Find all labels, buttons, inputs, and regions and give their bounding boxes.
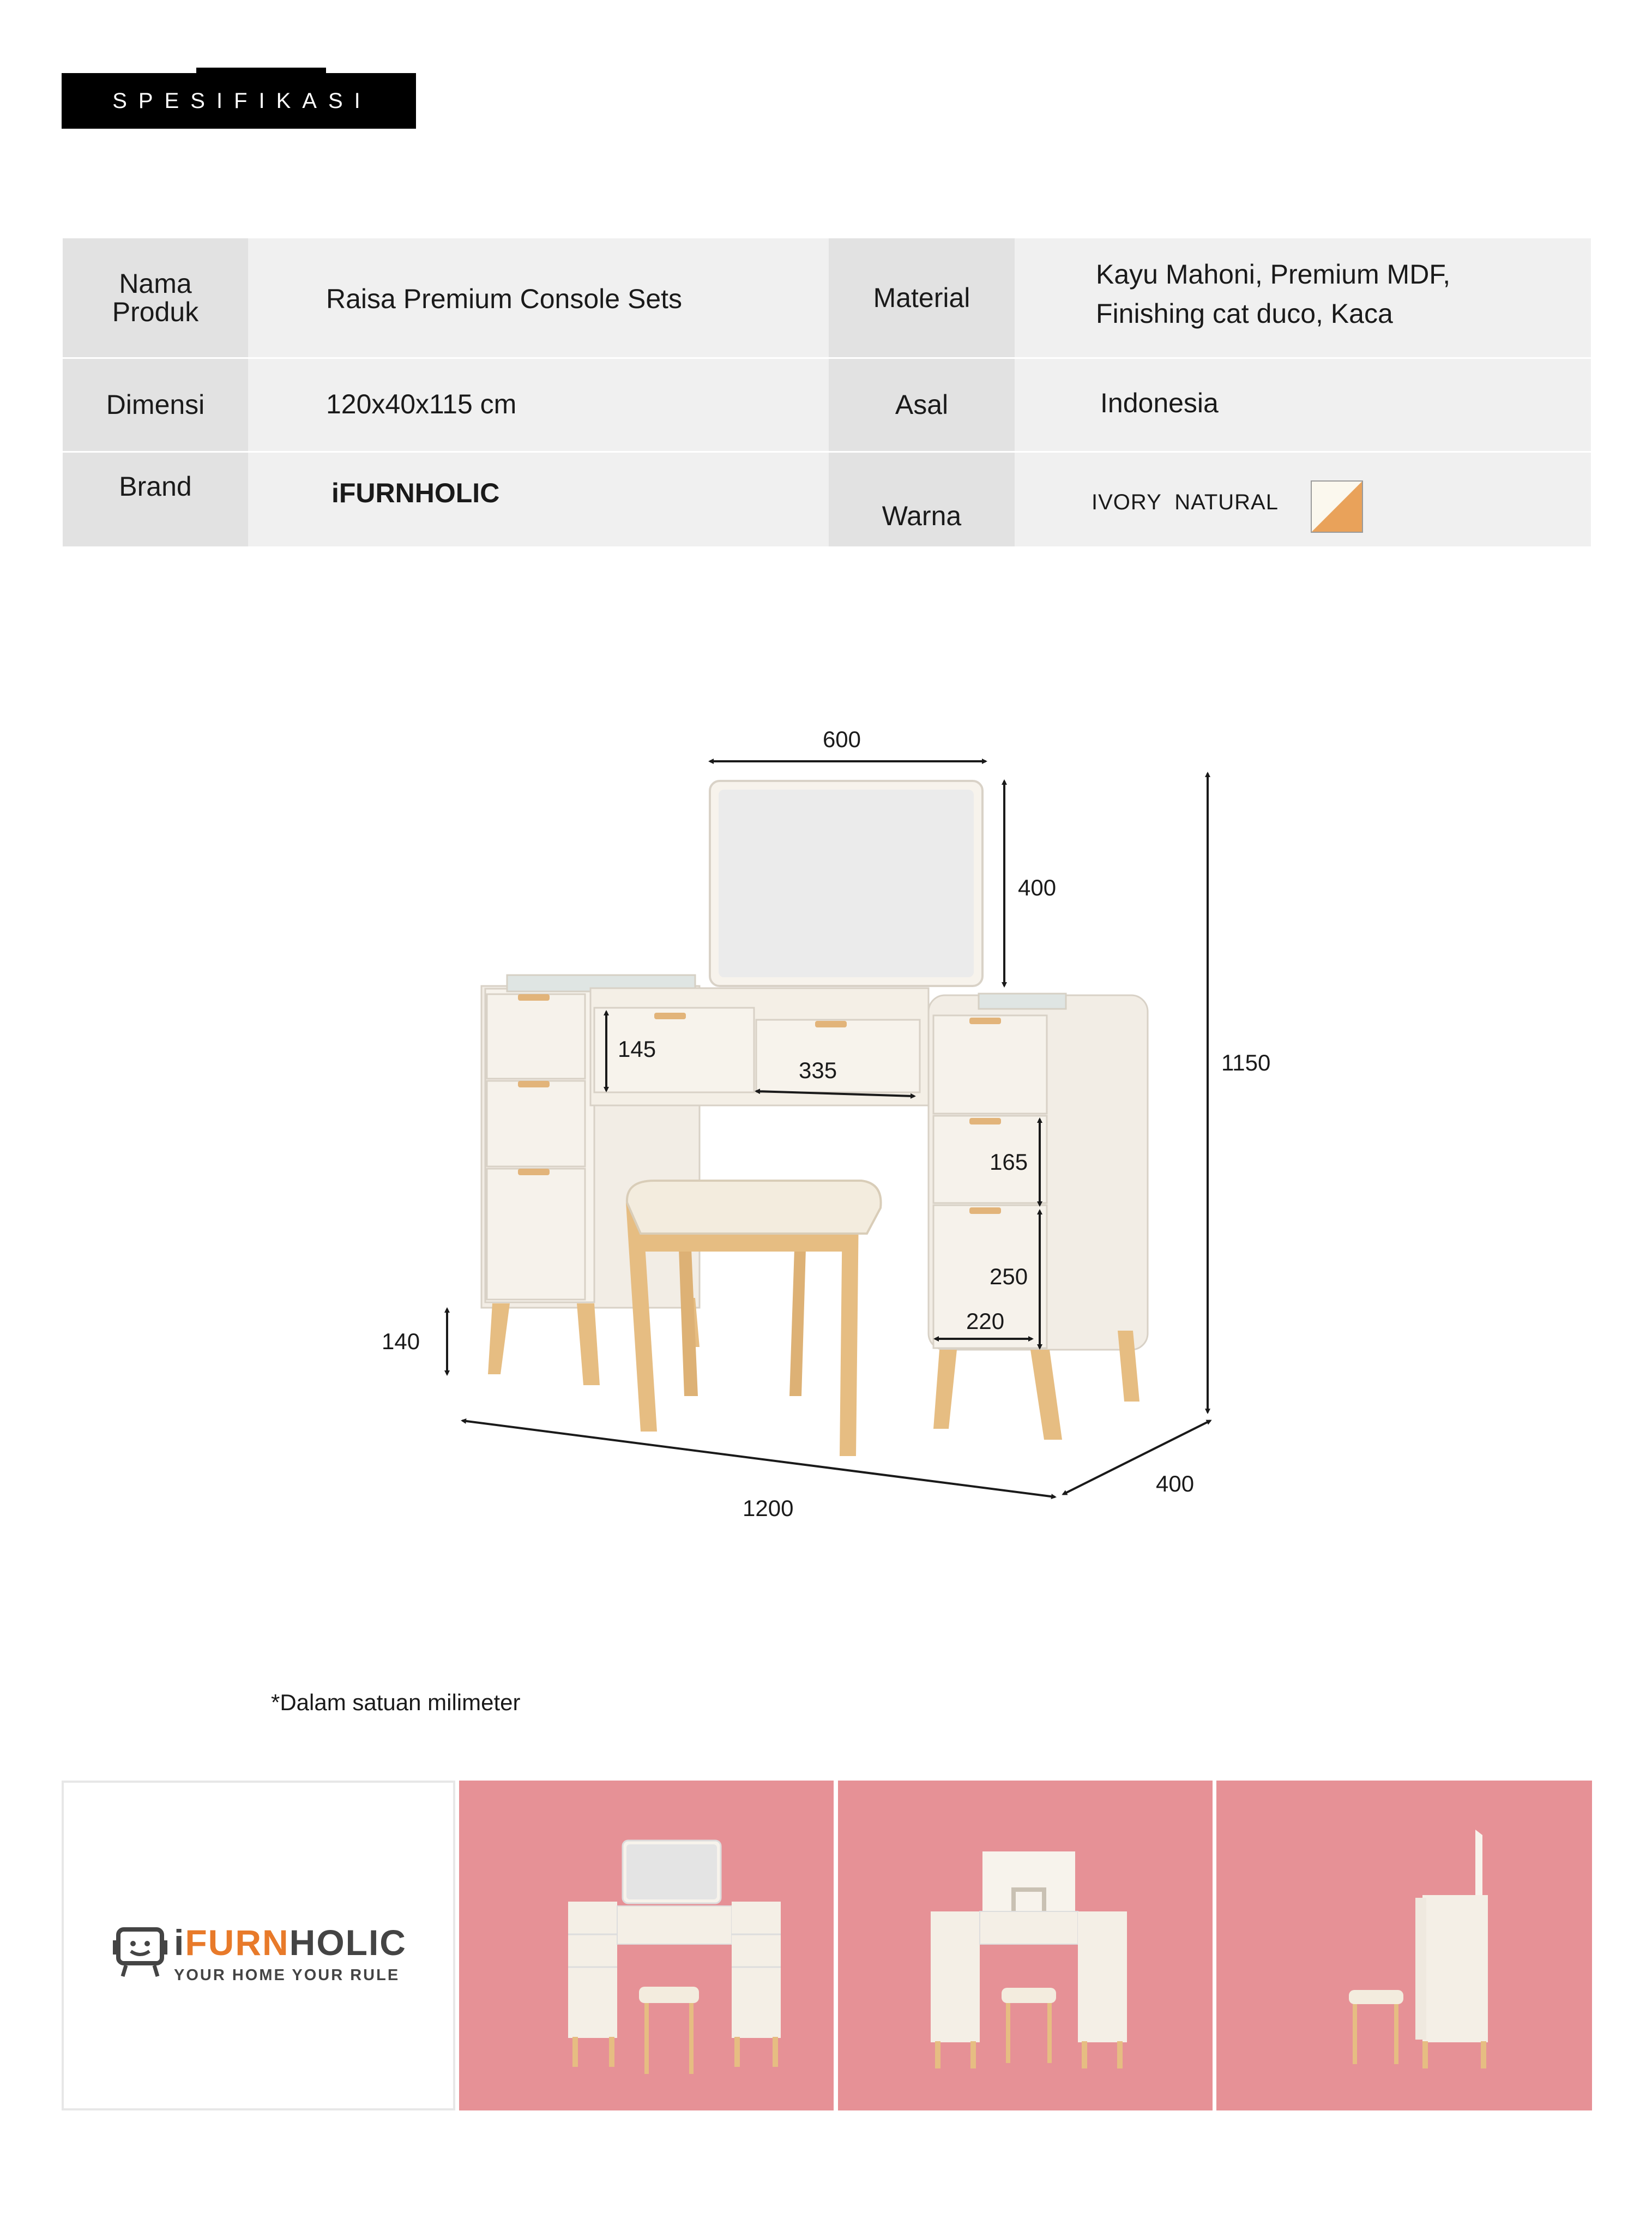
mirror xyxy=(710,781,982,986)
logo-wordmark xyxy=(174,1922,407,1963)
dim-drawer-220: 220 xyxy=(966,1308,1005,1334)
dim-drawer-width-center: 335 xyxy=(799,1057,837,1083)
front-view-image xyxy=(459,1781,834,2110)
unit-note: *Dalam satuan milimeter xyxy=(271,1689,521,1715)
open-view-image xyxy=(838,1781,1213,2110)
dimension-drawing xyxy=(0,682,1652,1554)
dim-total-width: 1200 xyxy=(743,1495,794,1521)
value-material-line-1: Kayu Mahoni, Premium MDF, xyxy=(1096,259,1451,290)
logo-suffix: HOLIC xyxy=(289,1922,407,1963)
dim-drawer-250: 250 xyxy=(990,1264,1028,1289)
side-view-image xyxy=(1216,1781,1592,2110)
product-view-side xyxy=(1216,1781,1592,2110)
drawer xyxy=(487,1081,585,1166)
value-material-line-2: Finishing cat duco, Kaca xyxy=(1096,298,1393,329)
label-material: Material xyxy=(829,238,1015,357)
right-cabinet xyxy=(929,994,1148,1440)
dim-total-height: 1150 xyxy=(1221,1050,1271,1075)
value-warna: IVORY NATURAL xyxy=(1092,490,1279,514)
dim-depth: 400 xyxy=(1156,1471,1195,1496)
value-nama-produk: Raisa Premium Console Sets xyxy=(326,284,683,314)
drawer xyxy=(487,994,585,1079)
section-header xyxy=(62,73,416,129)
dim-drawer-165: 165 xyxy=(990,1149,1028,1175)
product-view-open xyxy=(838,1781,1213,2110)
brand-logo xyxy=(113,1922,418,1987)
dim-leg-height: 140 xyxy=(382,1328,420,1354)
value-asal: Indonesia xyxy=(1100,388,1219,418)
label-brand: Brand xyxy=(63,453,248,546)
logo-prefix: i xyxy=(174,1922,185,1963)
value-brand: iFURNHOLIC xyxy=(331,478,500,508)
logo-tv-icon xyxy=(113,1922,167,1981)
dim-drawer-height-small: 145 xyxy=(618,1036,656,1062)
dim-mirror-width: 600 xyxy=(822,726,861,752)
label-asal: Asal xyxy=(829,359,1015,451)
logo-orange: FURN xyxy=(185,1922,290,1963)
color-swatch xyxy=(1311,480,1363,533)
brand-panel xyxy=(62,1781,455,2110)
section-title: SPESIFIKASI xyxy=(112,88,372,113)
value-dimensi: 120x40x115 cm xyxy=(326,389,517,419)
drawer xyxy=(933,1015,1047,1114)
stool xyxy=(626,1181,881,1456)
drawer xyxy=(487,1169,585,1300)
label-dimensi: Dimensi xyxy=(63,359,248,451)
product-view-front xyxy=(459,1781,834,2110)
spec-row-1 xyxy=(63,238,1591,357)
center-drawer-right xyxy=(756,1020,920,1092)
spec-row-2 xyxy=(63,359,1591,451)
label-warna: Warna xyxy=(829,453,1015,546)
dim-mirror-height: 400 xyxy=(1018,875,1057,900)
logo-tagline: YOUR HOME YOUR RULE xyxy=(174,1967,400,1984)
label-nama-produk: Nama Produk xyxy=(63,238,248,357)
